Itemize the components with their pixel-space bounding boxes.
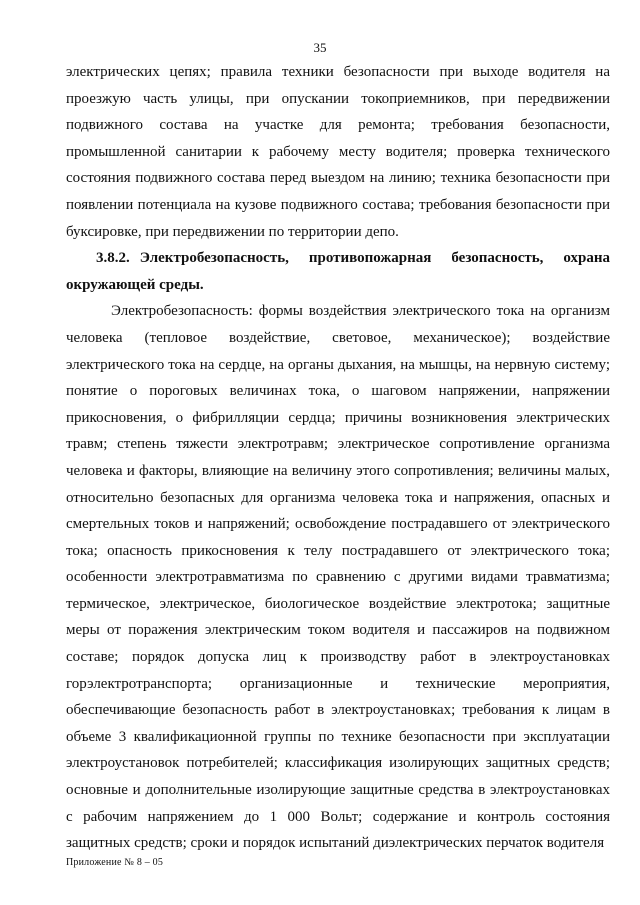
- section-heading: [66, 245, 610, 298]
- section-title: Электробезопасность, противопожарная безопасность, охрана окружающей среды.: [66, 250, 610, 293]
- footer-note: Приложение № 8 – 05: [66, 857, 164, 868]
- continuation-paragraph: электрических цепях; правила техники безопасности при выходе водителя на проезжую часть улицы, при опускании токоприемников, при передвижении подвижного состава на участке для ремонта; требования безопасности, промышленной санитарии к рабочему месту водителя; проверка технического состояния подвижного состава перед выездом на линию; техника безопасности при появлении потенциала на кузове подвижного состава; требования безопасности при буксировке, при передвижении по территории депо.: [66, 64, 610, 240]
- section-number: 3.8.2.: [96, 250, 130, 267]
- main-paragraph: Электробезопасность: формы воздействия электрического тока на организм человека (тепловое воздействие, световое, механическое); воздействие электрического тока на сердце, на органы дыхания, на мышцы, на нервную систему; понятие о пороговых величинах тока, о шаговом напряжении, напряжении прикосновения, о фибрилляции сердца; причины возникновения электрических травм; степень тяжести электротравм; электрическое сопротивление организма человека и факторы, влияющие на величину этого сопротивления; величины малых, относительно безопасных для организма человека тока и напряжения, опасных и смертельных токов и напряжений; освобождение пострадавшего от электрического тока; опасность прикосновения к телу пострадавшего от электрического тока; особенности электротравматизма по сравнению с другими видами травматизма; термическое, электрическое, биологическое воздействие электротока; защитные меры от поражения электрическим током водителя и пассажиров на подвижном составе; порядок допуска лиц к производству работ в электроустановках горэлектротранспорта; организационные и технические мероприятия, обеспечивающие безопасность работ в электроустановках; требования к лицам в объеме 3 квалификационной группы по технике безопасности при эксплуатации электроустановок потребителей; классификация изолирующих защитных средств; основные и дополнительные изолирующие защитные средства в электроустановках с рабочим напряжением до 1 000 Вольт; содержание и контроль состояния защитных средств; сроки и порядок испытаний диэлектрических перчаток водителя: [66, 303, 610, 852]
- body-text: [66, 59, 610, 857]
- page-number: 35: [313, 40, 327, 55]
